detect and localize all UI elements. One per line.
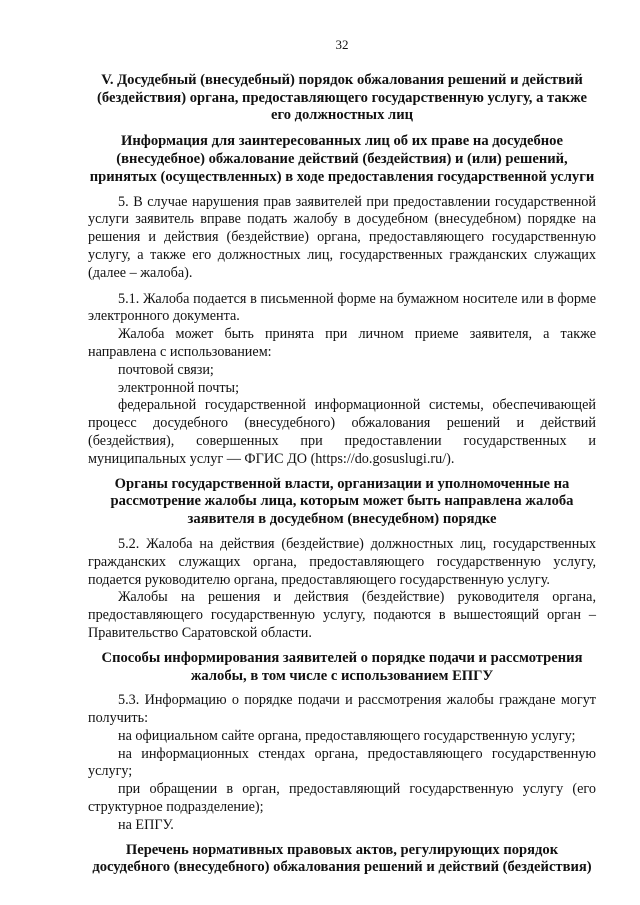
list-item-in-person: при обращении в орган, предоставляющий государственную услугу (его структурное подразделение); (88, 781, 596, 816)
section-authorities (88, 476, 596, 643)
section-title: V. Досудебный (внесудебный) порядок обжалования решений и действий (бездействия) органа, предоставляющего государственную услугу, а также его должностных лиц (97, 71, 587, 124)
list-item-info-stands: на информационных стендах органа, предоставляющего государственную услугу; (88, 745, 596, 780)
heading-legal-acts: Перечень нормативных правовых актов, регулирующих порядок досудебного (внесудебного) обжалования решений и действий (бездействия) (92, 841, 592, 876)
paragraph-5-1: 5.1. Жалоба подается в письменной форме на бумажном носителе или в форме электронного документа. (88, 290, 596, 325)
paragraph-higher-authority: Жалобы на решения и действия (бездействие) руководителя органа, предоставляющего государственную услугу, подаются в вышестоящий орган – Правительство Саратовской области. (88, 589, 596, 641)
section-complaint-rights (88, 133, 596, 468)
paragraph-5: 5. В случае нарушения прав заявителей при предоставлении государственной услуги заявитель вправе подать жалобу в досудебном (внесудебном) порядке на решения и действия (бездействие) органа, предоставляющего государственную услугу, а также его должностных лиц, государственных гражданских служащих (далее – жалоба). (88, 193, 596, 281)
list-item-epgu: на ЕПГУ. (118, 816, 174, 833)
heading-complaint-rights: Информация для заинтересованных лиц об их праве на досудебное (внесудебное) обжалование действий (бездействия) и (или) решений, принятых (осуществленных) в ходе предоставления государственной услуги (89, 133, 595, 185)
list-item-post: почтовой связи; (118, 361, 214, 378)
section-informing (88, 650, 596, 835)
paragraph-submission-ways: Жалоба может быть принята при личном приеме заявителя, а также направлена с использованием: (88, 326, 596, 360)
heading-authorities: Органы государственной власти, организации и уполномоченные на рассмотрение жалобы лица, которым может быть направлена жалоба заявителя в досудебном (внесудебном) порядке (110, 475, 574, 528)
section-legal-acts (88, 842, 596, 878)
page-number: 32 (335, 37, 349, 52)
paragraph-5-3: 5.3. Информацию о порядке подачи и рассмотрения жалобы граждане могут получить: (88, 692, 596, 727)
list-item-official-site: на официальном сайте органа, предоставляющего государственную услугу; (118, 727, 576, 744)
list-item-email: электронной почты; (118, 379, 240, 396)
paragraph-5-2: 5.2. Жалоба на действия (бездействие) должностных лиц, государственных гражданских служащих органа, предоставляющего государственную услугу, подается руководителю органа, предоставляющего государственную услугу. (88, 535, 596, 588)
list-item-fgis: федеральной государственной информационной системы, обеспечивающей процесс досудебного (внесудебного) обжалования решений и действий (бездействия), совершенных при предоставлении государственных и муниципальных услуг — ФГИС ДО (https://do.gosuslugi.ru/). (88, 397, 596, 467)
heading-informing: Способы информирования заявителей о порядке подачи и рассмотрения жалобы, в том числе с использованием ЕПГУ (101, 649, 583, 684)
